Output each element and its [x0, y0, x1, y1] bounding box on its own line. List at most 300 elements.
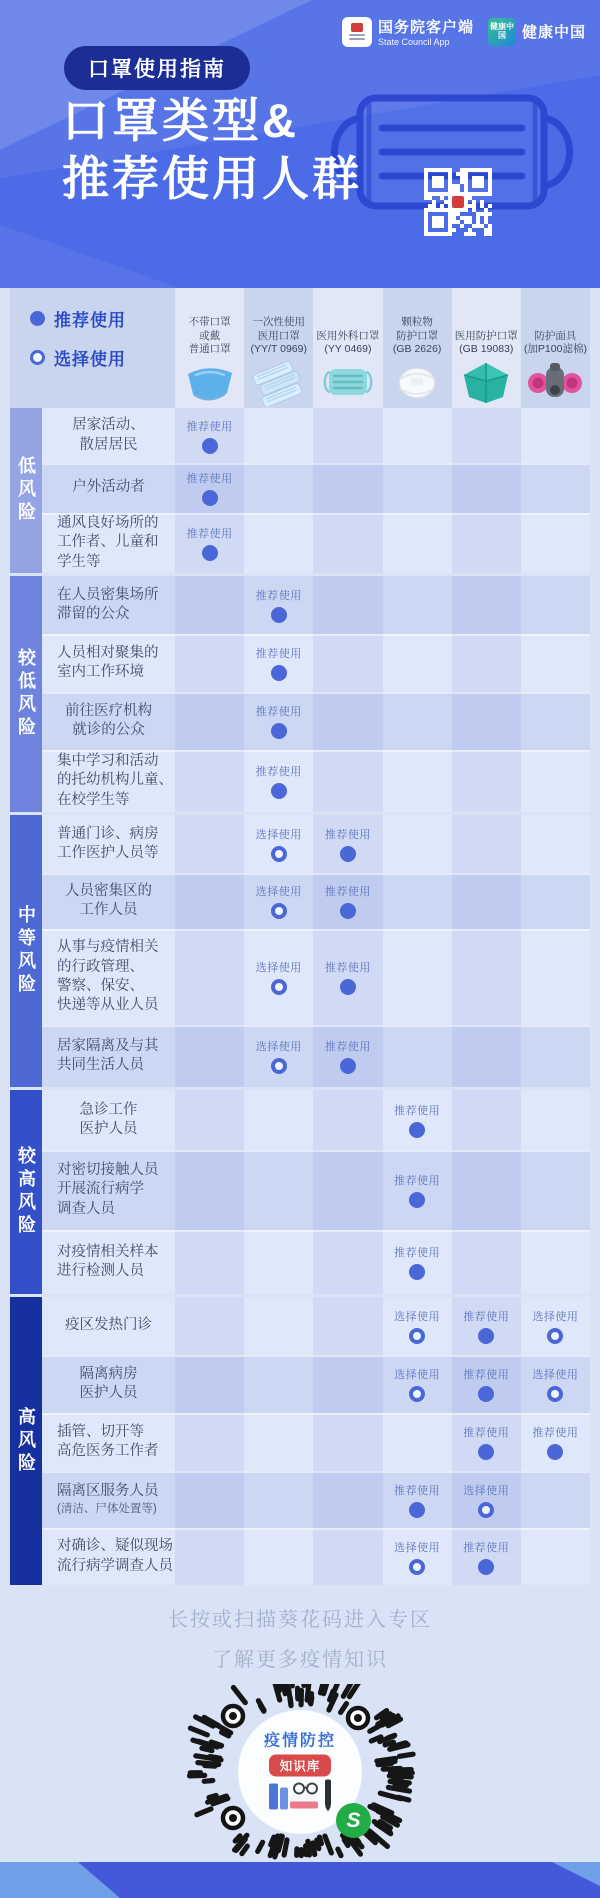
usage-mark-label: 选择使用 — [532, 1311, 579, 1323]
mask-cell — [244, 929, 313, 1025]
mask-cell — [175, 815, 244, 873]
mask-cell — [383, 815, 452, 873]
table-row — [42, 1150, 590, 1230]
mask-cell — [244, 1297, 313, 1355]
mask-cell — [175, 1471, 244, 1528]
mask-cell — [383, 1355, 452, 1413]
usage-mark-hollow — [532, 1366, 578, 1402]
table-row — [42, 1025, 590, 1087]
usage-mark-filled — [394, 1172, 440, 1208]
usage-mark-filled — [394, 1482, 440, 1518]
healthy-china-name: 健康中国 — [521, 24, 586, 41]
mask-cell — [521, 692, 590, 750]
recommended-dot — [409, 1122, 425, 1138]
header — [0, 0, 600, 288]
usage-mark-label: 选择使用 — [255, 962, 302, 974]
disposable-mask-icon — [251, 360, 307, 406]
row-label: 对确诊、疑似现场 流行病学调查人员 — [57, 1538, 173, 1574]
usage-mark-label: 推荐使用 — [186, 420, 233, 433]
qr-subtitle-badge: 知识库 — [269, 1755, 332, 1777]
usage-mark-label: 推荐使用 — [394, 1175, 441, 1187]
usage-mark-hollow — [394, 1539, 440, 1575]
mask-cell — [383, 1090, 452, 1150]
mask-cell — [521, 815, 590, 873]
recommended-dot — [478, 1386, 494, 1402]
row-label: 前往医疗机构 就诊的公众 — [65, 702, 152, 738]
row-label: 居家隔离及与其 共同生活人员 — [57, 1037, 159, 1073]
usage-mark-label: 推荐使用 — [255, 648, 302, 660]
qr-center-label — [242, 1728, 358, 1817]
risk-tab: 较高风险 — [10, 1090, 42, 1294]
usage-mark-label: 推荐使用 — [463, 1311, 510, 1323]
usage-mark-label: 推荐使用 — [394, 1105, 441, 1117]
mask-cell — [383, 1471, 452, 1528]
mask-cell — [175, 750, 244, 812]
mask-cell — [452, 463, 521, 513]
mask-cell — [313, 1297, 382, 1355]
mask-cell — [244, 576, 313, 634]
table-row — [42, 1090, 590, 1150]
row-label: 户外活动者 — [72, 479, 145, 496]
title-line-1: 口罩类型& — [62, 94, 299, 147]
mask-cell — [244, 1025, 313, 1087]
mask-cell — [383, 692, 452, 750]
table-row — [42, 1355, 590, 1413]
mask-cell — [383, 634, 452, 692]
mask-cell — [244, 692, 313, 750]
mask-cell — [383, 408, 452, 463]
mask-cell — [452, 1471, 521, 1528]
respirator-icon — [527, 360, 583, 406]
mask-cell — [452, 1355, 521, 1413]
footer — [0, 1585, 600, 1862]
optional-dot — [271, 846, 287, 862]
mask-cell — [521, 873, 590, 929]
mask-cell — [452, 513, 521, 573]
optional-dot — [271, 903, 287, 919]
usage-mark-filled — [325, 883, 371, 919]
particulate-mask-icon — [389, 360, 445, 406]
usage-mark-hollow — [256, 883, 302, 919]
wechat-logo: S — [336, 1803, 371, 1838]
mask-cell — [313, 1471, 382, 1528]
mask-cell — [175, 513, 244, 573]
usage-mark-hollow — [256, 826, 302, 862]
usage-mark-filled — [187, 470, 233, 506]
mask-cell — [175, 1528, 244, 1585]
usage-mark-label: 选择使用 — [255, 886, 302, 898]
usage-mark-hollow — [256, 1038, 302, 1074]
column-header — [244, 288, 313, 408]
mask-cell — [452, 1413, 521, 1471]
risk-tab: 低风险 — [10, 408, 42, 573]
mask-cell — [175, 1150, 244, 1230]
usage-mark-label: 推荐使用 — [186, 528, 233, 540]
mask-cell — [383, 463, 452, 513]
mask-cell — [521, 1297, 590, 1355]
mask-cell — [175, 929, 244, 1025]
mask-cell — [313, 408, 382, 463]
recommended-dot — [409, 1192, 425, 1208]
mask-cell — [521, 1090, 590, 1150]
mask-cell — [452, 1025, 521, 1087]
recommended-dot — [271, 723, 287, 739]
mask-cell — [521, 408, 590, 463]
mask-cell — [313, 463, 382, 513]
mask-cell — [244, 634, 313, 692]
mask-cell — [521, 1355, 590, 1413]
mask-cell — [244, 1355, 313, 1413]
usage-mark-filled — [187, 525, 233, 561]
mask-cell — [452, 929, 521, 1025]
mask-cell — [244, 873, 313, 929]
risk-section — [10, 1090, 590, 1294]
mask-cell — [175, 634, 244, 692]
mask-cell — [313, 815, 382, 873]
column-title: 颗粒物 防护口罩 (GB 2626) — [392, 316, 442, 356]
legend — [10, 288, 175, 408]
mask-cell — [244, 513, 313, 573]
usage-mark-label: 推荐使用 — [463, 1427, 510, 1439]
usage-mark-label: 推荐使用 — [394, 1247, 441, 1259]
risk-section — [10, 1297, 590, 1585]
row-label: 集中学习和活动 的托幼机构儿童、 在校学生等 — [57, 752, 173, 808]
usage-mark-filled — [325, 959, 371, 995]
mask-cell — [521, 929, 590, 1025]
mask-cell — [452, 873, 521, 929]
usage-mark-filled — [187, 418, 233, 454]
mask-cell — [175, 408, 244, 463]
healthy-china-logo — [488, 18, 586, 46]
usage-mark-label: 选择使用 — [394, 1541, 441, 1554]
usage-mark-filled — [463, 1539, 509, 1575]
optional-dot — [547, 1328, 563, 1344]
mask-cell — [313, 929, 382, 1025]
recommended-dot — [271, 607, 287, 623]
row-label: 隔离区服务人员 (清洁、尸体处置等) — [57, 1483, 159, 1515]
qr-emblem — [448, 192, 468, 212]
mask-cell — [383, 929, 452, 1025]
risk-tab: 较低风险 — [10, 576, 42, 812]
table-header-band — [10, 288, 590, 408]
table-row — [42, 1297, 590, 1355]
table-row — [42, 1230, 590, 1294]
bottom-band — [0, 1862, 600, 1898]
mask-cell — [313, 1528, 382, 1585]
row-label: 对密切接触人员 开展流行病学 调查人员 — [57, 1161, 159, 1217]
row-label: 插管、切开等 高危医务工作者 — [57, 1423, 159, 1459]
column-header — [521, 288, 590, 408]
table-row — [42, 576, 590, 634]
usage-mark-hollow — [256, 959, 302, 995]
row-label: 在人员密集场所 滞留的公众 — [57, 586, 159, 622]
mask-cell — [521, 1025, 590, 1087]
mask-cell — [383, 513, 452, 573]
header-logos — [342, 16, 586, 47]
mask-cell — [313, 692, 382, 750]
mask-cell — [383, 1025, 452, 1087]
optional-dot — [30, 350, 45, 365]
mask-cell — [521, 750, 590, 812]
mask-cell — [175, 463, 244, 513]
usage-mark-filled — [256, 645, 302, 681]
mask-cell — [244, 1471, 313, 1528]
mask-cell — [244, 408, 313, 463]
title-line-2: 推荐使用人群 — [62, 152, 362, 205]
mask-cell — [452, 1230, 521, 1294]
mask-cell — [175, 1413, 244, 1471]
column-title: 医用外科口罩 (YY 0469) — [316, 329, 380, 356]
risk-tab: 中等风险 — [10, 815, 42, 1087]
legend-label: 推荐使用 — [54, 311, 126, 330]
usage-mark-hollow — [394, 1366, 440, 1402]
mask-cell — [452, 1528, 521, 1585]
mask-cell — [244, 750, 313, 812]
usage-mark-hollow — [463, 1482, 509, 1518]
usage-mark-label: 选择使用 — [255, 1041, 302, 1053]
mask-cell — [313, 1230, 382, 1294]
optional-dot — [271, 979, 287, 995]
mask-cell — [313, 1090, 382, 1150]
mask-cell — [175, 1230, 244, 1294]
recommended-dot — [409, 1264, 425, 1280]
usage-mark-label: 推荐使用 — [394, 1484, 441, 1497]
mask-cell — [383, 1413, 452, 1471]
usage-mark-label: 推荐使用 — [324, 962, 371, 974]
mask-cell — [521, 634, 590, 692]
row-label: 疫区发热门诊 — [65, 1317, 152, 1334]
risk-section — [10, 576, 590, 812]
mask-cell — [175, 576, 244, 634]
mask-cell — [175, 1025, 244, 1087]
usage-mark-label: 推荐使用 — [324, 1041, 371, 1053]
mask-cell — [244, 1150, 313, 1230]
usage-mark-filled — [463, 1424, 509, 1460]
risk-tab: 高风险 — [10, 1297, 42, 1585]
risk-section — [10, 408, 590, 573]
row-label: 隔离病房 医护人员 — [79, 1365, 138, 1401]
legend-item-filled — [30, 306, 175, 331]
row-label: 对疫情相关样本 进行检测人员 — [57, 1243, 159, 1279]
recommended-dot — [30, 311, 45, 326]
column-title: 防护面具 (加P100滤棉) — [523, 329, 587, 356]
usage-mark-filled — [325, 826, 371, 862]
mask-cell — [313, 873, 382, 929]
table-row — [42, 929, 590, 1025]
recommended-dot — [409, 1502, 425, 1518]
legend-item-hollow — [30, 345, 175, 370]
optional-dot — [409, 1328, 425, 1344]
usage-mark-label: 选择使用 — [463, 1484, 510, 1497]
usage-mark-label: 选择使用 — [394, 1311, 441, 1323]
row-label: 人员相对聚集的 室内工作环境 — [57, 644, 159, 680]
surgical-mask-icon — [320, 360, 376, 406]
mask-cell — [244, 1230, 313, 1294]
cloth-mask-icon — [182, 360, 238, 406]
row-label: 居家活动、 散居居民 — [72, 417, 145, 453]
usage-mark-filled — [532, 1424, 578, 1460]
column-title: 不带口罩 或戴 普通口罩 — [188, 316, 231, 356]
mask-cell — [521, 513, 590, 573]
usage-mark-label: 推荐使用 — [255, 590, 302, 602]
recommended-dot — [271, 665, 287, 681]
usage-mark-hollow — [532, 1308, 578, 1344]
qr-title: 疫情防控 — [263, 1732, 336, 1750]
mask-cell — [244, 1090, 313, 1150]
header-qr-code — [424, 168, 492, 236]
guide-badge: 口罩使用指南 — [64, 46, 250, 90]
mask-cell — [383, 873, 452, 929]
table-row — [42, 1471, 590, 1528]
optional-dot — [409, 1559, 425, 1575]
mask-cell — [244, 815, 313, 873]
state-council-app-name: 国务院客户端 — [377, 19, 474, 36]
mask-cell — [383, 576, 452, 634]
row-label: 普通门诊、病房 工作医护人员等 — [57, 825, 159, 861]
mask-cell — [521, 1471, 590, 1528]
row-label: 通风良好场所的 工作者、儿童和 学生等 — [57, 514, 159, 570]
mask-cell — [521, 1150, 590, 1230]
usage-mark-label: 推荐使用 — [532, 1427, 579, 1439]
row-label: 急诊工作 医护人员 — [79, 1101, 138, 1137]
mask-cell — [521, 576, 590, 634]
mask-cell — [175, 692, 244, 750]
usage-mark-filled — [256, 703, 302, 739]
row-label: 从事与疫情相关 的行政管理、 警察、保安、 快递等从业人员 — [57, 939, 159, 1014]
column-title: 医用防护口罩 (GB 19083) — [454, 329, 518, 356]
recommended-dot — [340, 1058, 356, 1074]
usage-mark-label: 选择使用 — [394, 1369, 441, 1381]
table-row — [42, 1413, 590, 1471]
column-header — [383, 288, 452, 408]
mask-cell — [175, 1090, 244, 1150]
mask-cell — [313, 1150, 382, 1230]
usage-mark-filled — [256, 763, 302, 799]
usage-mark-label: 推荐使用 — [255, 766, 302, 778]
table-row — [42, 1528, 590, 1585]
sunflower-qr-code — [180, 1684, 420, 1862]
mask-cell — [521, 1413, 590, 1471]
mask-cell — [313, 1413, 382, 1471]
mask-cell — [452, 815, 521, 873]
column-header — [313, 288, 382, 408]
recommended-dot — [202, 545, 218, 561]
optional-dot — [547, 1386, 563, 1402]
mask-cell — [244, 1528, 313, 1585]
recommended-dot — [478, 1559, 494, 1575]
usage-mark-label: 推荐使用 — [255, 706, 302, 718]
footer-instruction-line-1: 长按或扫描葵花码进入专区 — [168, 1609, 432, 1631]
column-header — [452, 288, 521, 408]
mask-cell — [175, 873, 244, 929]
recommended-dot — [478, 1328, 494, 1344]
mask-cell — [383, 750, 452, 812]
recommended-dot — [271, 783, 287, 799]
mask-cell — [313, 513, 382, 573]
mask-cell — [383, 1297, 452, 1355]
recommended-dot — [340, 979, 356, 995]
recommended-dot — [340, 846, 356, 862]
usage-mark-hollow — [394, 1308, 440, 1344]
mask-cell — [452, 750, 521, 812]
recommended-dot — [340, 903, 356, 919]
usage-mark-label: 选择使用 — [255, 829, 302, 841]
mask-cell — [452, 692, 521, 750]
usage-mark-label: 推荐使用 — [324, 886, 371, 898]
table-row — [42, 873, 590, 929]
table-row — [42, 408, 590, 463]
mask-cell — [452, 1090, 521, 1150]
mask-cell — [313, 1355, 382, 1413]
table-row — [42, 513, 590, 573]
risk-section — [10, 815, 590, 1087]
usage-mark-label: 推荐使用 — [324, 829, 371, 841]
mask-cell — [313, 576, 382, 634]
legend-label: 选择使用 — [54, 350, 126, 369]
recommended-dot — [478, 1444, 494, 1460]
state-council-app-logo — [342, 16, 474, 47]
usage-mark-filled — [394, 1244, 440, 1280]
mask-cell — [452, 634, 521, 692]
usage-mark-label: 推荐使用 — [186, 473, 233, 485]
optional-dot — [478, 1502, 494, 1518]
state-council-app-subtitle: State Council App — [377, 37, 450, 47]
bottom-band-shape — [0, 1862, 600, 1898]
mask-usage-table — [10, 288, 590, 1585]
optional-dot — [409, 1386, 425, 1402]
mask-cell — [521, 1528, 590, 1585]
healthy-china-icon: 健康中国 — [488, 18, 516, 46]
table-row — [42, 815, 590, 873]
recommended-dot — [547, 1444, 563, 1460]
mask-cell — [383, 1150, 452, 1230]
usage-mark-filled — [325, 1038, 371, 1074]
mask-cell — [452, 408, 521, 463]
mask-cell — [452, 1150, 521, 1230]
usage-mark-filled — [463, 1308, 509, 1344]
medical-protective-mask-icon — [458, 360, 514, 406]
column-header — [175, 288, 244, 408]
footer-instruction-line-2: 了解更多疫情知识 — [212, 1649, 388, 1671]
mask-cell — [452, 1297, 521, 1355]
mask-cell — [175, 1355, 244, 1413]
poster-title — [62, 92, 362, 208]
mask-cell — [452, 576, 521, 634]
recommended-dot — [202, 490, 218, 506]
row-label: 人员密集区的 工作人员 — [65, 882, 152, 918]
usage-mark-filled — [463, 1366, 509, 1402]
table-row — [42, 750, 590, 812]
table-row — [42, 634, 590, 692]
mask-cell — [244, 1413, 313, 1471]
mask-cell — [521, 1230, 590, 1294]
mask-cell — [175, 1297, 244, 1355]
table-row — [42, 463, 590, 513]
state-council-app-icon — [342, 17, 372, 47]
usage-mark-label: 选择使用 — [532, 1369, 579, 1381]
table-row — [42, 692, 590, 750]
mask-cell — [521, 463, 590, 513]
usage-mark-filled — [256, 587, 302, 623]
usage-mark-label: 推荐使用 — [463, 1541, 510, 1554]
optional-dot — [271, 1058, 287, 1074]
mask-cell — [313, 750, 382, 812]
column-title: 一次性使用 医用口罩 (YY/T 0969) — [250, 316, 307, 356]
usage-mark-label: 推荐使用 — [463, 1369, 510, 1381]
mask-cell — [383, 1528, 452, 1585]
recommended-dot — [202, 438, 218, 454]
usage-mark-filled — [394, 1102, 440, 1138]
